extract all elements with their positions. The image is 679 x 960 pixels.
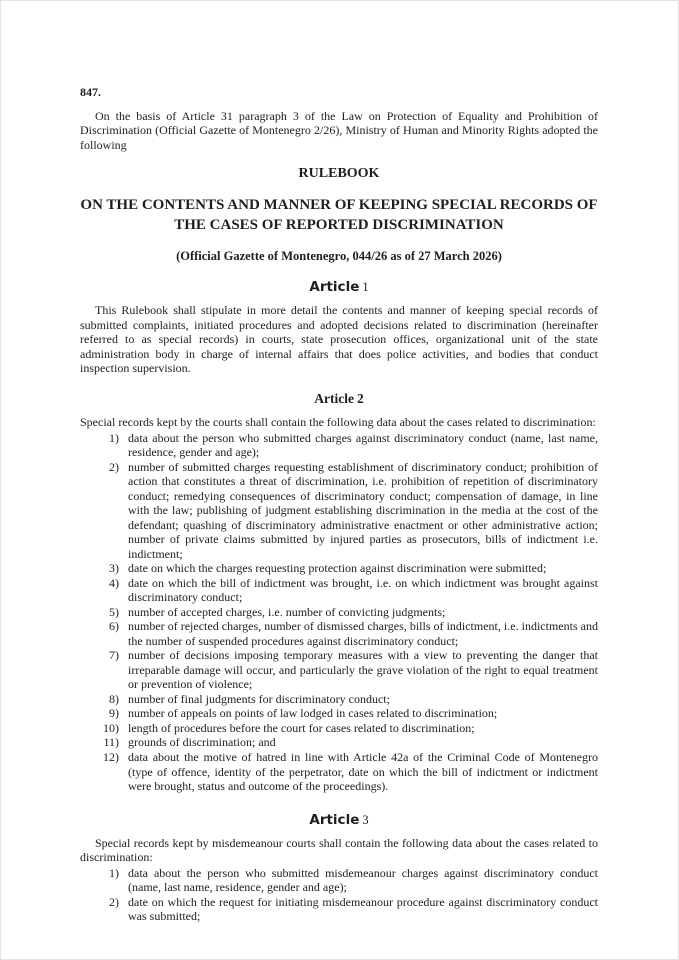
list-item-number: 4) (109, 575, 119, 590)
list-item-text: data about the person who submitted charges against discriminatory conduct (name, last name, residence, gender and age); (128, 430, 598, 460)
list-item (80, 692, 598, 707)
list-item-number: 7) (109, 648, 119, 663)
list-item (80, 460, 598, 562)
preamble-paragraph: On the basis of Article 31 paragraph 3 of the Law on Protection of Equality and Prohibition of Discrimination (Official Gazette of Montenegro 2/26), Ministry of Human and Minority Rights adopted the following (80, 108, 598, 152)
article-2-heading-word: Article (314, 390, 354, 406)
list-item-number: 2) (109, 459, 119, 474)
article-2-list (80, 431, 598, 794)
list-item (80, 431, 598, 460)
list-item-number: 1) (109, 430, 119, 445)
article-3-intro: Special records kept by misdemeanour courts shall contain the following data about the cases related to discrimination: (80, 835, 598, 865)
list-item-number: 9) (109, 706, 119, 721)
list-item-text: data about the motive of hatred in line with Article 42a of the Criminal Code of Montenegro (type of offence, identity of the perpetrator, date on which the bill of indictment or indictment were brought, status and outcome of the proceedings). (128, 750, 598, 794)
list-item-text: number of appeals on points of law lodged in cases related to discrimination; (128, 706, 498, 721)
article-3-list (80, 866, 598, 924)
rulebook-heading: RULEBOOK (298, 166, 380, 182)
list-item (80, 619, 598, 648)
list-item-text: number of final judgments for discriminatory conduct; (128, 691, 390, 706)
article-3-heading-word: Article (309, 811, 360, 828)
list-item-text: number of accepted charges, i.e. number of convicting judgments; (128, 604, 446, 619)
document-title (80, 195, 598, 236)
list-item-number: 6) (109, 619, 119, 634)
list-item-text: date on which the charges requesting protection against discrimination were submitted; (128, 561, 547, 576)
list-item-text: number of rejected charges, number of dismissed charges, bills of indictment, i.e. indictments and the number of suspended procedures against discriminatory conduct; (128, 619, 598, 648)
list-item (80, 750, 598, 794)
article-1-heading-number: 1 (362, 279, 369, 294)
list-item-number: 3) (109, 561, 119, 576)
list-item-number: 2) (109, 894, 119, 909)
list-item-text: data about the person who submitted misdemeanour charges against discriminatory conduct (name, last name, residence, gender and age); (128, 865, 598, 895)
article-1-heading (80, 279, 598, 295)
list-item-text: number of decisions imposing temporary measures with a view to preventing the danger that irreparable damage will occur, and particularly the grave violation of the right to equal treatment or prevention of violence; (128, 648, 598, 692)
list-item (80, 735, 598, 750)
article-1-body: This Rulebook shall stipulate in more detail the contents and manner of keeping special records of submitted complaints, initiated procedures and adopted decisions related to discrimination (hereinafter referred to as special records) in courts, state prosecution offices, organizational unit of the state administration body in charge of internal affairs that does police activities, and bodies that conduct inspection supervision. (80, 303, 598, 376)
list-item (80, 866, 598, 895)
document-title-line-2: THE CASES OF REPORTED DISCRIMINATION (174, 217, 504, 234)
list-item (80, 576, 598, 605)
list-item-number: 8) (109, 691, 119, 706)
list-item-number: 1) (109, 865, 119, 880)
article-2-intro: Special records kept by the courts shall contain the following data about the cases related to discrimination: (80, 415, 596, 430)
article-2-section (80, 391, 598, 794)
article-3-heading-number: 3 (362, 812, 369, 827)
list-item-number: 12) (103, 750, 119, 764)
list-item-text: length of procedures before the court for cases related to discrimination; (128, 720, 475, 735)
list-item (80, 895, 598, 924)
article-1-section (80, 279, 598, 376)
article-2-heading (80, 391, 598, 407)
list-item (80, 706, 598, 721)
article-2-heading-number: 2 (356, 390, 364, 406)
doc-number: 847. (80, 85, 101, 99)
list-item (80, 605, 598, 620)
list-item-text: date on which the bill of indictment was brought, i.e. on which indictment was brought against discriminatory conduct; (128, 575, 598, 605)
list-item-number: 5) (109, 604, 119, 619)
list-item (80, 721, 598, 736)
article-3-section (80, 812, 598, 924)
article-3-heading (80, 812, 598, 828)
list-item-number: 10) (103, 720, 119, 735)
list-item (80, 648, 598, 692)
list-item-text: date on which the request for initiating misdemeanour procedure against discriminatory conduct was submitted; (128, 894, 598, 924)
list-item-text: number of submitted charges requesting establishment of discriminatory conduct; prohibition of action that constitutes a threat of discrimination, i.e. prohibition of repetition of discriminatory conduct; remedying consequences of discriminatory conduct; compensation of damage, in line with the law; publishing of judgment establishing discrimination in the media at the cost of the defendant; quashing of discriminatory administrative enactment or other administrative action; number of private claims submitted by injured parties as prosecutors, bills of indictment i.e. indictment; (128, 459, 598, 561)
list-item (80, 561, 598, 576)
list-item-text: grounds of discrimination; and (128, 735, 276, 750)
gazette-line: (Official Gazette of Montenegro, 044/26 as of 27 March 2026) (176, 248, 502, 263)
list-item-number: 11) (103, 735, 119, 750)
article-1-heading-word: Article (309, 278, 360, 295)
document-title-line-1: ON THE CONTENTS AND MANNER OF KEEPING SPECIAL RECORDS OF (80, 197, 598, 213)
